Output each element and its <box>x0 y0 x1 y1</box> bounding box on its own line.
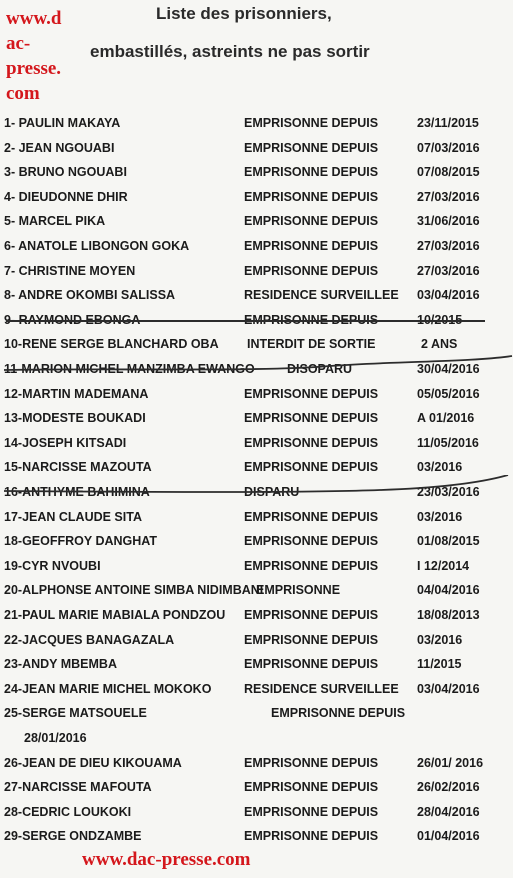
prisoner-name: 13-MODESTE BOUKADI <box>4 411 146 426</box>
prisoner-status: EMPRISONNE DEPUIS <box>244 558 379 573</box>
prisoner-status: EMPRISONNE DEPUIS <box>244 435 379 450</box>
list-row <box>0 579 513 603</box>
prisoner-name: 14-JOSEPH KITSADI <box>4 435 127 450</box>
prisoner-name: 25-SERGE MATSOUELE <box>4 706 147 721</box>
prisoner-date: A 01/2016 <box>417 411 475 426</box>
prisoner-date: 31/06/2016 <box>417 214 480 229</box>
list-row <box>0 702 513 745</box>
list-row <box>0 383 513 407</box>
prisoner-status: EMPRISONNE DEPUIS <box>244 239 379 253</box>
prisoner-name: 11-MARION MICHEL MANZIMBA EWANGO <box>4 362 255 376</box>
prisoner-name: 23-ANDY MBEMBA <box>4 657 117 672</box>
list-row <box>0 309 513 333</box>
prisoner-name: 28-CEDRIC LOUKOKI <box>4 804 132 819</box>
prisoner-name: 22-JACQUES BANAGAZALA <box>4 632 175 647</box>
prisoner-name: 16-ANTHYME BAHIMINA <box>4 485 150 499</box>
prisoner-name: 18-GEOFFROY DANGHAT <box>4 534 158 549</box>
prisoner-status: EMPRISONNE DEPUIS <box>244 411 379 426</box>
prisoner-status: EMPRISONNE DEPUIS <box>244 657 379 672</box>
list-row <box>0 161 513 185</box>
list-row <box>0 825 513 849</box>
list-row <box>0 112 513 136</box>
prisoner-date: 27/03/2016 <box>417 239 480 253</box>
prisoner-name: 24-JEAN MARIE MICHEL MOKOKO <box>4 681 212 696</box>
prisoner-date: 03/04/2016 <box>417 681 480 696</box>
list-row <box>0 137 513 161</box>
prisoner-date: 05/05/2016 <box>417 386 480 401</box>
list-row <box>0 653 513 677</box>
prisoner-date: 04/04/2016 <box>417 583 480 598</box>
list-row <box>0 776 513 800</box>
prisoner-date: 30/04/2016 <box>417 362 480 376</box>
list-row <box>0 358 513 382</box>
prisoner-name: 21-PAUL MARIE MABIALA PONDZOU <box>4 608 226 622</box>
prisoner-date: 18/08/2013 <box>417 608 480 622</box>
list-row <box>0 432 513 456</box>
list-row <box>0 260 513 284</box>
prisoner-date: 07/08/2015 <box>417 165 480 180</box>
site-watermark <box>6 6 86 106</box>
list-row <box>0 210 513 234</box>
list-row <box>0 407 513 431</box>
prisoner-date: 03/2016 <box>417 632 463 647</box>
prisoner-name: 4- DIEUDONNE DHIR <box>4 189 128 204</box>
watermark-line-1: www.d <box>6 8 62 29</box>
page-title-line-2: embastillés, astreints ne pas sortir <box>90 42 370 61</box>
page-title-line-1: Liste des prisonniers, <box>156 4 332 23</box>
list-row <box>0 506 513 530</box>
prisoner-name: 1- PAULIN MAKAYA <box>4 116 121 130</box>
strike-through-line <box>6 320 485 322</box>
prisoner-status: RESIDENCE SURVEILLEE <box>244 288 399 303</box>
list-row <box>0 678 513 702</box>
prisoner-name: 12-MARTIN MADEMANA <box>4 386 149 401</box>
list-row <box>0 530 513 554</box>
list-row <box>0 284 513 308</box>
prisoner-name: 6- ANATOLE LIBONGON GOKA <box>4 239 190 253</box>
prisoner-name: 26-JEAN DE DIEU KIKOUAMA <box>4 755 182 770</box>
prisoner-status: EMPRISONNE DEPUIS <box>244 829 379 844</box>
prisoner-status: RESIDENCE SURVEILLEE <box>244 681 399 696</box>
prisoner-date: 03/04/2016 <box>417 288 480 303</box>
watermark-line-2: ac- <box>6 33 31 54</box>
prisoner-name: 15-NARCISSE MAZOUTA <box>4 460 152 475</box>
prisoner-status: EMPRISONNE DEPUIS <box>244 632 379 647</box>
prisoner-status: EMPRISONNE DEPUIS <box>244 804 379 819</box>
prisoner-date: 26/02/2016 <box>417 780 480 795</box>
prisoner-date: 03/2016 <box>417 460 463 475</box>
prisoner-name: 7- CHRISTINE MOYEN <box>4 263 136 278</box>
list-row <box>0 604 513 628</box>
prisoner-date: 28/04/2016 <box>417 804 480 819</box>
prisoner-name: 2- JEAN NGOUABI <box>4 140 115 155</box>
prisoner-status: EMPRISONNE DEPUIS <box>244 189 379 204</box>
prisoner-name: 27-NARCISSE MAFOUTA <box>4 780 152 795</box>
prisoner-status: EMPRISONNE <box>256 583 341 598</box>
prisoner-status: EMPRISONNE DEPUIS <box>244 608 379 622</box>
prisoner-status: EMPRISONNE DEPUIS <box>244 214 379 229</box>
prisoner-date: 10/2015 <box>417 312 463 327</box>
prisoner-name: 29-SERGE ONDZAMBE <box>4 829 142 844</box>
prisoner-status: EMPRISONNE DEPUIS <box>244 780 379 795</box>
prisoner-date: 11/2015 <box>417 657 462 672</box>
prisoner-status: EMPRISONNE DEPUIS <box>244 263 379 278</box>
prisoner-date: 01/04/2016 <box>417 829 480 844</box>
prisoner-status: INTERDIT DE SORTIE <box>247 337 376 352</box>
prisoner-status: EMPRISONNE DEPUIS <box>244 534 379 549</box>
prisoner-name: 9- RAYMOND EBONGA <box>4 312 141 327</box>
prisoner-date: 03/2016 <box>417 509 463 524</box>
prisoner-name: 8- ANDRE OKOMBI SALISSA <box>4 288 176 303</box>
list-row <box>0 186 513 210</box>
list-row <box>0 555 513 579</box>
prisoner-status: EMPRISONNE DEPUIS <box>271 706 406 721</box>
prisoner-date: 23/03/2016 <box>417 485 480 499</box>
prisoner-name: 5- MARCEL PIKA <box>4 214 106 229</box>
prisoner-date: 23/11/2015 <box>417 116 479 130</box>
watermark-line-4: com <box>6 83 40 104</box>
prisoner-status: EMPRISONNE DEPUIS <box>244 509 379 524</box>
list-row <box>0 235 513 259</box>
prisoner-status: EMPRISONNE DEPUIS <box>244 755 379 770</box>
prisoner-date: I 12/2014 <box>417 558 470 573</box>
list-row <box>0 752 513 776</box>
prisoner-date: 11/05/2016 <box>417 435 479 450</box>
prisoner-date: 27/03/2016 <box>417 263 480 278</box>
list-row <box>0 481 513 505</box>
prisoner-name: 10-RENE SERGE BLANCHARD OBA <box>4 337 219 352</box>
prisoner-status: EMPRISONNE DEPUIS <box>244 312 379 327</box>
prisoner-date: 2 ANS <box>421 337 458 352</box>
prisoner-date: 26/01/ 2016 <box>417 755 484 770</box>
prisoner-status: EMPRISONNE DEPUIS <box>244 165 379 180</box>
footer-url: www.dac-presse.com <box>82 849 251 870</box>
prisoner-status: EMPRISONNE DEPUIS <box>244 386 379 401</box>
prisoner-date: 27/03/2016 <box>417 189 480 204</box>
prisoner-status: EMPRISONNE DEPUIS <box>244 460 379 475</box>
prisoner-name: 20-ALPHONSE ANTOINE SIMBA NIDIMBANI <box>4 583 264 598</box>
prisoner-date: 28/01/2016 <box>24 730 87 745</box>
prisoner-status: EMPRISONNE DEPUIS <box>244 140 379 155</box>
watermark-line-3: presse. <box>6 58 62 79</box>
prisoner-name: 17-JEAN CLAUDE SITA <box>4 509 142 524</box>
prisoner-status: DISPARU <box>244 485 300 499</box>
list-row <box>0 629 513 653</box>
prisoner-status: DISOPARU <box>287 362 353 376</box>
prisoner-date: 01/08/2015 <box>417 534 480 549</box>
prisoner-name: 19-CYR NVOUBI <box>4 558 101 573</box>
prisoner-date: 07/03/2016 <box>417 140 480 155</box>
handwritten-strike-line <box>0 475 513 503</box>
prisoner-status: EMPRISONNE DEPUIS <box>244 116 379 130</box>
prisoner-name: 3- BRUNO NGOUABI <box>4 165 127 180</box>
list-row <box>0 801 513 825</box>
handwritten-strike-line <box>0 352 513 380</box>
